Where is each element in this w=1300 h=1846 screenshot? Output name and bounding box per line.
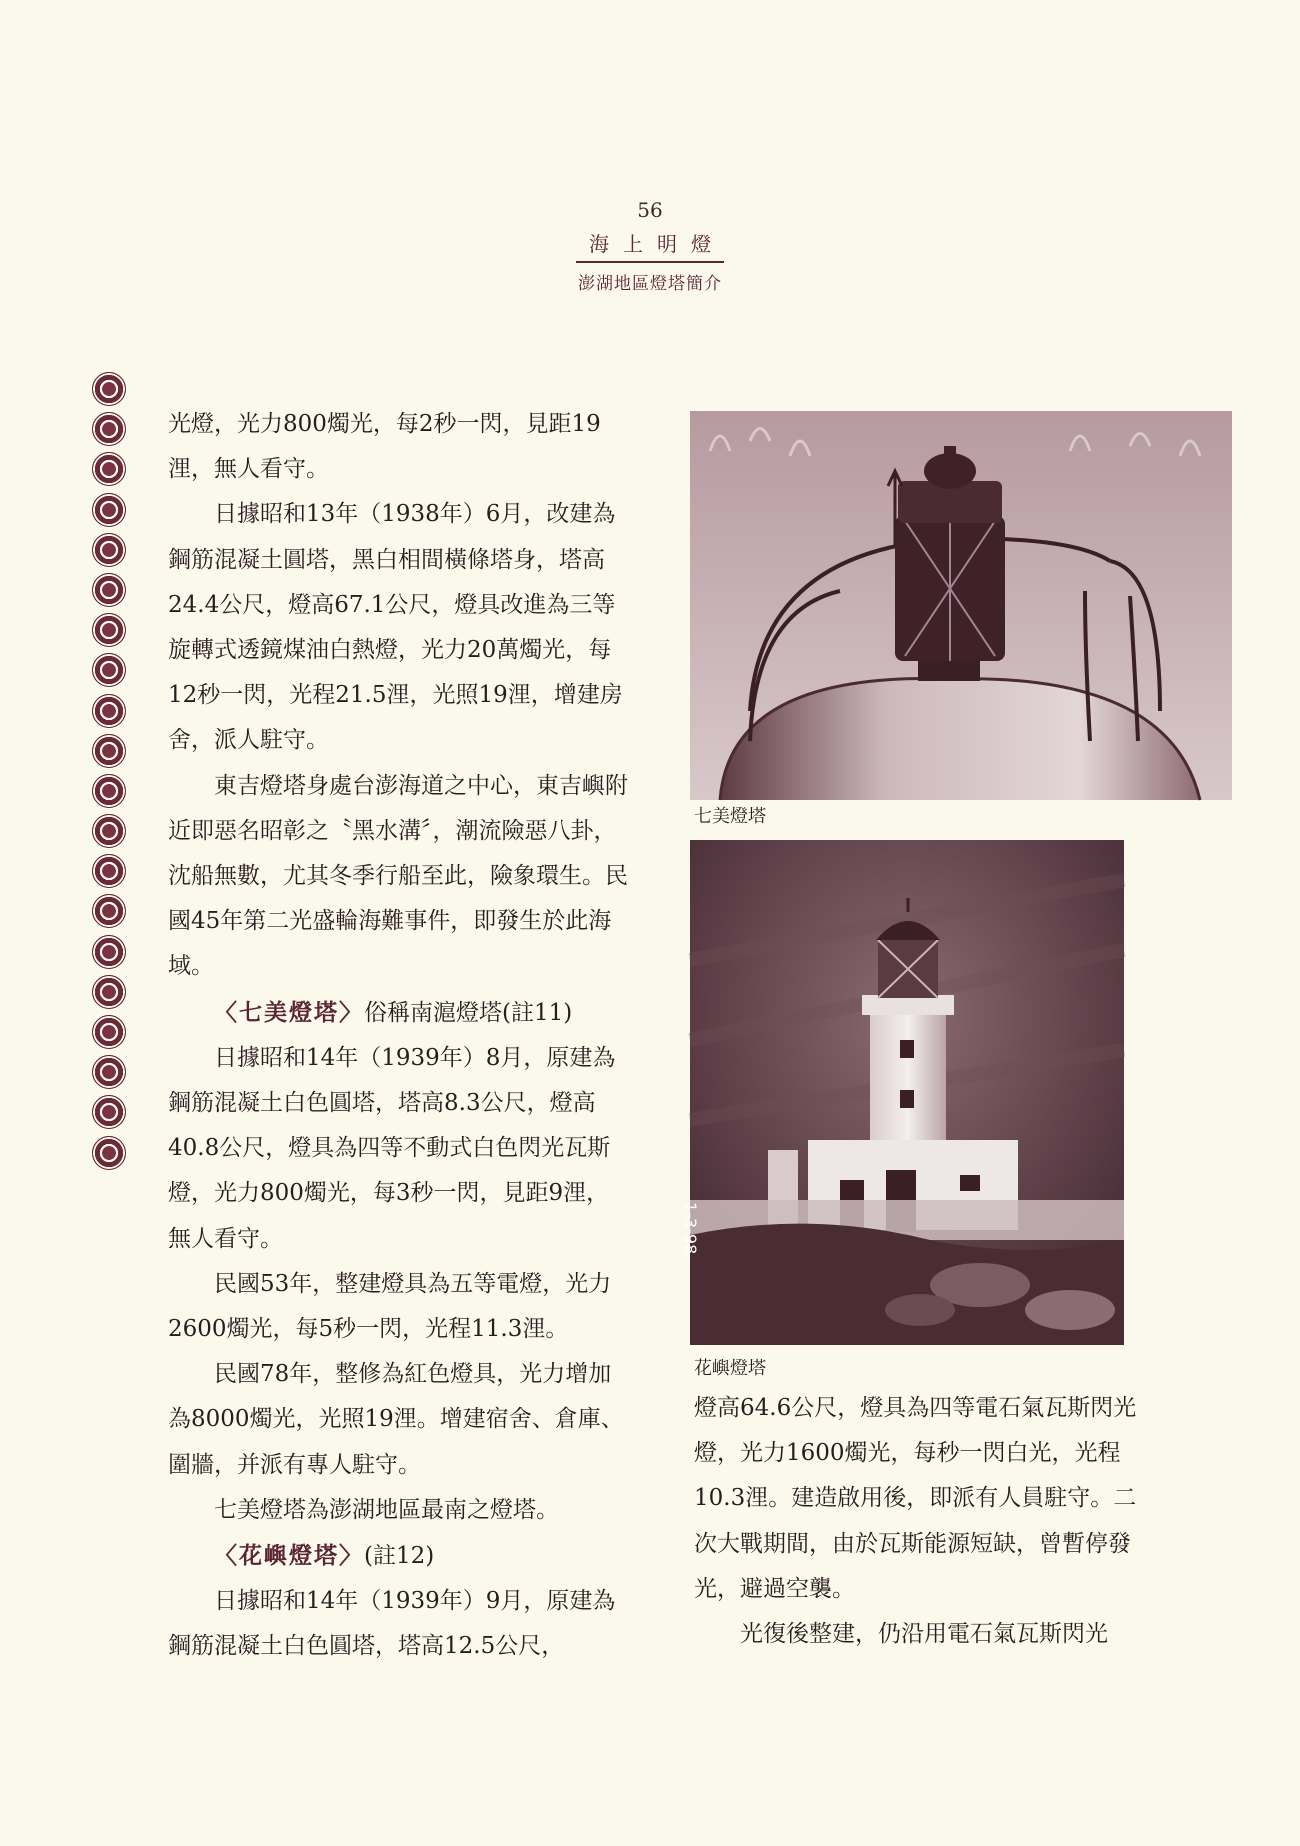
- ornament-icon: [92, 573, 126, 607]
- heading-note: (註12): [364, 1543, 435, 1570]
- section-heading-qimei: [168, 990, 628, 1036]
- heading-note: 俗稱南滬燈塔(註11): [364, 999, 573, 1026]
- photo2-stamp: 1-3-98: [681, 1202, 700, 1255]
- heading-name: 〈花嶼燈塔〉: [214, 1542, 364, 1570]
- ornament-icon: [92, 372, 126, 406]
- ornament-icon: [92, 814, 126, 848]
- ornament-icon: [92, 653, 126, 687]
- ornament-icon: [92, 734, 126, 768]
- paragraph: 日據昭和14年（1939年）8月，原建為鋼筋混凝土白色圓塔，塔高8.3公尺，燈高40.8公尺，燈具為四等不動式白色閃光瓦斯燈，光力800燭光，每3秒一閃，見距9浬，無人看守。: [168, 1044, 616, 1252]
- paragraph: 光燈，光力800燭光，每2秒一閃，見距19浬，無人看守。: [168, 411, 601, 483]
- ornament-icon: [92, 694, 126, 728]
- photo2-caption: 花嶼燈塔: [694, 1358, 766, 1379]
- paragraph: 東吉燈塔身處台澎海道之中心，東吉嶼附近即惡名昭彰之〝黑水溝〞，潮流險惡八卦，沈船無數，尤其冬季行船至此，險象環生。民國45年第二光盛輪海難事件，即發生於此海域。: [168, 772, 628, 980]
- ornament-icon: [92, 975, 126, 1009]
- paragraph: 燈高64.6公尺，燈具為四等電石氣瓦斯閃光燈，光力1600燭光，每秒一閃白光，光程10.3浬。建造啟用後，即派有人員駐守。二次大戰期間，由於瓦斯能源短缺，曾暫停發光，避過空襲。: [694, 1395, 1137, 1602]
- left-text-column: [168, 402, 628, 1670]
- huayu-lighthouse-photo: [681, 840, 1124, 1345]
- book-title: 海上明燈: [589, 232, 725, 256]
- header-divider: [576, 261, 724, 263]
- side-ornament-column: [92, 372, 136, 1176]
- paragraph: 七美燈塔為澎湖地區最南之燈塔。: [214, 1496, 559, 1523]
- book-subtitle: 澎湖地區燈塔簡介: [578, 274, 722, 294]
- ornament-icon: [92, 894, 126, 928]
- ornament-icon: [92, 1055, 126, 1089]
- heading-name: 〈七美燈塔〉: [214, 998, 364, 1026]
- page-number: 56: [637, 198, 663, 222]
- paragraph: 民國53年，整建燈具為五等電燈，光力2600燭光，每5秒一閃，光程11.3浬。: [168, 1270, 612, 1343]
- ornament-icon: [92, 533, 126, 567]
- ornament-icon: [92, 1136, 126, 1170]
- ornament-icon: [92, 613, 126, 647]
- paragraph: 日據昭和13年（1938年）6月，改建為鋼筋混凝土圓塔，黑白相間橫條塔身，塔高24.4公尺，燈高67.1公尺，燈具改進為三等旋轉式透鏡煤油白熱燈，光力20萬燭光，每12秒一閃，光程21.5浬，光照19浬，增建房舍，派人駐守。: [168, 501, 623, 754]
- paragraph: 民國78年，整修為紅色燈具，光力增加為8000燭光，光照19浬。增建宿舍、倉庫、圍牆，并派有專人駐守。: [168, 1361, 624, 1478]
- ornament-icon: [92, 854, 126, 888]
- page-header: [0, 198, 1300, 294]
- ornament-icon: [92, 452, 126, 486]
- photo1-caption: 七美燈塔: [694, 806, 766, 827]
- section-heading-huayu: [168, 1533, 628, 1579]
- ornament-icon: [92, 1095, 126, 1129]
- paragraph: 光復後整建，仍沿用電石氣瓦斯閃光: [740, 1621, 1108, 1648]
- ornament-icon: [92, 493, 126, 527]
- right-text-column: [694, 1386, 1144, 1657]
- ornament-icon: [92, 1015, 126, 1049]
- paragraph: 日據昭和14年（1939年）9月，原建為鋼筋混凝土白色圓塔，塔高12.5公尺，: [168, 1588, 616, 1660]
- ornament-icon: [92, 935, 126, 969]
- ornament-icon: [92, 774, 126, 808]
- ornament-icon: [92, 412, 126, 446]
- qimei-lighthouse-photo: [690, 411, 1232, 800]
